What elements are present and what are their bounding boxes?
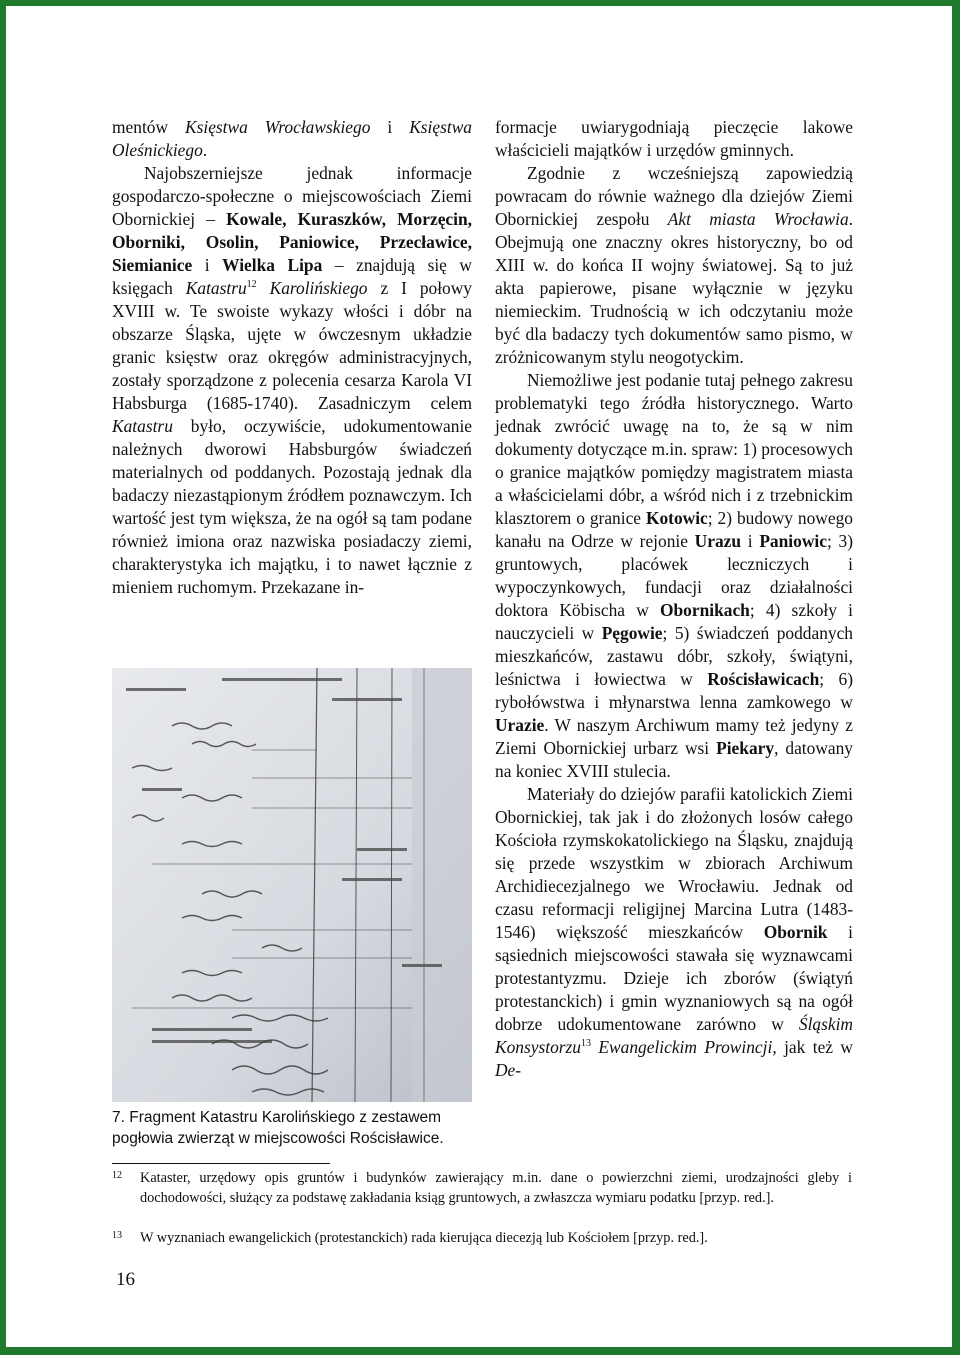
- text-run: ; 4) szkoły i nauczycieli w: [495, 600, 853, 643]
- paragraph: [495, 162, 853, 369]
- paragraph: [495, 116, 853, 162]
- text-run: Akt miasta Wrocławia: [667, 209, 849, 229]
- text-run: Rościsławicach: [707, 669, 820, 689]
- text-run: jak też w: [776, 1037, 853, 1057]
- text-run: Kowale, Kuraszków, Morzęcin, Oborniki, Osolin, Paniowice, Przecławice, Siemianice: [112, 209, 472, 275]
- footnote-text: Kataster, urzędowy opis gruntów i budynków zawierający m.in. dane o powierzchni ziemi, urodzajności gleby i dochodowości, służący za podstawę zakładania ksiąg gruntowych, a zwłaszcza wymiaru podatku [przyp. red.].: [140, 1170, 852, 1206]
- text-run: formacje uwiarygodniają pieczęcie lakowe właścicieli majątków i urzędów gminnych.: [495, 117, 853, 160]
- text-run: Piekary: [716, 738, 775, 758]
- text-run: Paniowic: [759, 531, 827, 551]
- paragraph: [495, 783, 853, 1082]
- paragraph: [495, 369, 853, 783]
- right-column: [495, 116, 853, 1082]
- text-run: Księstwa Oleśnickiego: [112, 117, 472, 160]
- text-run: Katastru: [185, 278, 247, 298]
- footnote-ref: 12: [246, 279, 257, 291]
- text-run: mentów: [112, 117, 185, 137]
- text-run: i: [741, 531, 760, 551]
- text-run: ; 2) budowy nowego kanału na Odrze w rejonie: [495, 508, 853, 551]
- page: [6, 6, 952, 1347]
- footnote-text: W wyznaniach ewangelickich (protestanckich) rada kierująca diecezją lub Kościołem [przyp. red.].: [140, 1230, 708, 1246]
- text-run: i sąsiednich miejscowości stawała się wyznawcami protestantyzmu. Dzieje ich zborów (świątyń protestanckich) i gmin wyznaniowych są na ogół dobrze udokumentowane zarówno w: [495, 922, 853, 1034]
- text-run: Karolińskiego: [256, 278, 368, 298]
- text-run: Urazie: [495, 715, 545, 735]
- text-run: , datowany na koniec XVIII stulecia.: [495, 738, 853, 781]
- cadastre-photo: [112, 668, 472, 1102]
- text-run: i: [370, 117, 410, 137]
- text-run: De-: [495, 1060, 522, 1080]
- text-run: Obornik: [763, 922, 828, 942]
- text-run: Wielka Lipa: [222, 255, 323, 275]
- handwritten-ledger-image: [112, 668, 472, 1102]
- text-run: Ewangelickim Prowincji,: [591, 1037, 777, 1057]
- text-run: . W naszym Archiwum mamy też jedyny z Ziemi Obornickiej urbarz wsi: [495, 715, 853, 758]
- text-run: z I połowy XVIII w. Te swoiste wykazy włości i dóbr na obszarze Śląska, ujęte w ówczesnym układzie granic księstw oraz okręgów administracyjnych, zostały sporządzone z polecenia cesarza Karola VI Habsburga (1685-1740). Zasadniczym celem: [112, 278, 472, 413]
- footnote-number: 12: [112, 1170, 122, 1181]
- text-run: Najobszerniejsze jednak informacje gospodarczo-społeczne o miejscowościach Ziemi Obornickiej –: [112, 163, 472, 229]
- text-run: ; 5) świadczeń poddanych mieszkańców, zastawu dóbr, szkoły, świątyni, leśnictwa i łowiectwa w: [495, 623, 853, 689]
- figure-caption: 7. Fragment Katastru Karolińskiego z zestawem pogłowia zwierząt w miejscowości Rościsławice.: [112, 1109, 444, 1147]
- text-run: Pęgowie: [601, 623, 663, 643]
- text-run: ; 6) rybołówstwa i młynarstwa lenna zamkowego w: [495, 669, 853, 712]
- text-run: i: [192, 255, 223, 275]
- footnote-separator: [112, 1163, 330, 1164]
- text-run: Materiały do dziejów parafii katolickich Ziemi Obornickiej, tak jak i do złożonych losów całego Kościoła rzymskokatolickiego na Śląsku, znajdują się przede wszystkim w zbiorach Archiwum Archidiecezjalnego we Wrocławiu. Jednak od czasu reformacji religijnej Marcina Lutra (1483-1546) większość mieszkańców: [495, 784, 853, 942]
- text-run: Śląskim Konsystorzu: [495, 1014, 853, 1057]
- text-run: Księstwa Wrocławskiego: [185, 117, 371, 137]
- text-run: . Obejmują one znaczny okres historyczny, bo od XIII w. do końca II wojny światowej. Są to już akta papierowe, pisane wyłącznie w języku niemieckim. Trudnością w ich odczytaniu może być dla badaczy tych dokumentów samo pismo, w zróżnicowanym stylu neogotyckim.: [495, 209, 853, 367]
- text-run: Obornikach: [659, 600, 750, 620]
- text-run: Katastru: [112, 416, 173, 436]
- text-run: Kotowic: [645, 508, 708, 528]
- text-run: – znajdują się w księgach: [112, 255, 472, 298]
- left-column: [112, 116, 472, 599]
- footnote-12: [112, 1169, 852, 1208]
- text-run: .: [202, 140, 208, 160]
- footnote-ref: 13: [581, 1038, 592, 1050]
- text-run: było, oczywiście, udokumentowanie należnych dworowi Habsburgów świadczeń materialnych od poddanych. Pozostają jednak dla badaczy niezastąpionym źródłem poznawczym. Ich wartość jest tym większa, że na ogół są tam podane również imiona oraz nazwiska posiadaczy ziemi, charakterystyka ich majątku, i to nawet łącznie z mieniem ruchomym. Przekazane in-: [112, 416, 472, 597]
- text-run: ; 3) gruntowych, placówek leczniczych i wypoczynkowych, fundacji oraz działalności doktora Köbischa w: [495, 531, 853, 620]
- paragraph: [112, 162, 472, 599]
- text-run: Niemożliwe jest podanie tutaj pełnego zakresu problematyki tego źródła historycznego. Warto jednak zwrócić uwagę na to, że są w nim dokumenty dotyczące m.in. spraw: 1) procesowych o granice majątków pomiędzy magistratem miasta a właścicielami dóbr, a wśród nich i z trzebnickim klasztorem o granice: [495, 370, 853, 528]
- paragraph: [112, 116, 472, 162]
- page-number: 16: [116, 1269, 135, 1290]
- text-run: Zgodnie z wcześniejszą zapowiedzią powracam do równie ważnego dla dziejów Ziemi Obornickiej zespołu: [495, 163, 853, 229]
- text-run: Urazu: [694, 531, 742, 551]
- footnote-number: 13: [112, 1230, 122, 1241]
- footnote-13: [112, 1229, 852, 1249]
